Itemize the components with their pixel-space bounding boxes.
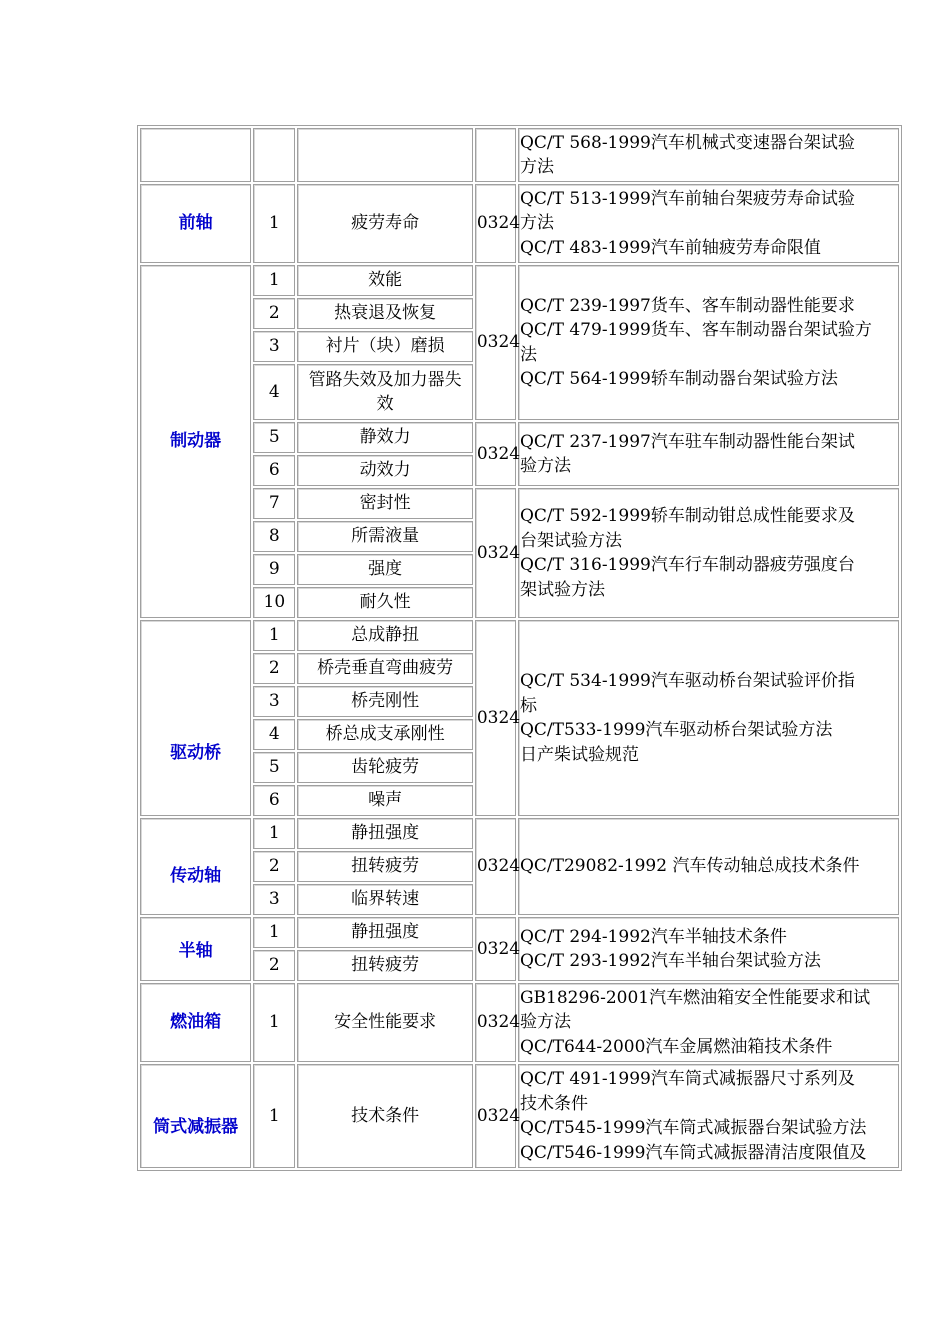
item-name: 动效力 bbox=[297, 455, 472, 486]
item-number: 4 bbox=[253, 364, 295, 420]
item-name: 安全性能要求 bbox=[297, 983, 472, 1062]
item-name: 热衰退及恢复 bbox=[297, 298, 472, 329]
standard-line: QC/T644-2000汽车金属燃油箱技术条件 bbox=[519, 1036, 833, 1057]
item-name: 强度 bbox=[297, 554, 472, 585]
code-cell: 0324 bbox=[475, 818, 516, 915]
test-standards-table bbox=[137, 125, 902, 1171]
standard-line: QC/T545-1999汽车筒式减振器台架试验方法 bbox=[519, 1118, 867, 1138]
category-drive-shaft: 传动轴 bbox=[140, 818, 251, 915]
item-number: 5 bbox=[253, 422, 295, 453]
code-cell: 0324 bbox=[475, 983, 516, 1062]
category-front-axle: 前轴 bbox=[140, 184, 251, 263]
standard-line: GB18296-2001汽车燃油箱安全性能要求和试 bbox=[519, 987, 871, 1008]
code-cell: 0324 bbox=[475, 265, 516, 420]
table-row bbox=[140, 818, 899, 849]
item-number: 1 bbox=[253, 1064, 295, 1168]
code-cell: 0324 bbox=[475, 184, 516, 263]
standard-line: QC/T 592-1999轿车制动钳总成性能要求及 bbox=[519, 506, 855, 526]
standard-line: 验方法 bbox=[519, 456, 571, 476]
item-number: 2 bbox=[253, 950, 295, 981]
standards-cell bbox=[518, 1064, 899, 1168]
item-name: 总成静扭 bbox=[297, 620, 472, 651]
table-row bbox=[140, 983, 899, 1062]
standard-line: QC/T 513-1999汽车前轴台架疲劳寿命试验 bbox=[519, 188, 855, 209]
item-number: 1 bbox=[253, 818, 295, 849]
item-name: 疲劳寿命 bbox=[297, 184, 472, 263]
category-brake: 制动器 bbox=[140, 265, 251, 618]
item-name: 密封性 bbox=[297, 488, 472, 519]
table-row bbox=[140, 620, 899, 651]
item-number: 3 bbox=[253, 884, 295, 915]
item-number: 1 bbox=[253, 184, 295, 263]
item-name: 所需液量 bbox=[297, 521, 472, 552]
category-fuel-tank: 燃油箱 bbox=[140, 983, 251, 1062]
item-name: 扭转疲劳 bbox=[297, 851, 472, 882]
item-name: 静扭强度 bbox=[297, 818, 472, 849]
category-shock-absorber: 筒式减振器 bbox=[140, 1064, 251, 1168]
standards-cell bbox=[518, 422, 899, 486]
standard-line: 方法 bbox=[519, 157, 554, 177]
code-cell bbox=[475, 128, 516, 182]
item-number: 8 bbox=[253, 521, 295, 552]
standards-cell bbox=[518, 265, 899, 420]
standard-line: 台架试验方法 bbox=[519, 530, 622, 551]
item-number: 5 bbox=[253, 752, 295, 783]
standards-cell bbox=[518, 818, 899, 915]
standard-line: QC/T546-1999汽车筒式减振器清洁度限值及 bbox=[519, 1142, 867, 1163]
standard-line: QC/T533-1999汽车驱动桥台架试验方法 bbox=[519, 720, 833, 740]
standard-line: QC/T 316-1999汽车行车制动器疲劳强度台 bbox=[519, 555, 855, 575]
item-number: 4 bbox=[253, 719, 295, 750]
item-number: 7 bbox=[253, 488, 295, 519]
item-number: 3 bbox=[253, 331, 295, 362]
item-number: 1 bbox=[253, 983, 295, 1062]
item-name: 效能 bbox=[297, 265, 472, 296]
table-row bbox=[140, 265, 899, 296]
item-number: 1 bbox=[253, 917, 295, 948]
number-cell bbox=[253, 128, 295, 182]
standards-table-wrapper bbox=[137, 125, 902, 1171]
item-name: 齿轮疲劳 bbox=[297, 752, 472, 783]
item-name: 桥总成支承刚性 bbox=[297, 719, 472, 750]
table-row bbox=[140, 917, 899, 948]
standard-line: 架试验方法 bbox=[519, 579, 605, 600]
item-number: 9 bbox=[253, 554, 295, 585]
standard-line: QC/T 483-1999汽车前轴疲劳寿命限值 bbox=[519, 237, 821, 258]
item-cell bbox=[297, 128, 472, 182]
item-name: 临界转速 bbox=[297, 884, 472, 915]
standard-line: QC/T 479-1999货车、客车制动器台架试验方 bbox=[519, 320, 872, 340]
standards-cell bbox=[518, 983, 899, 1062]
item-name: 衬片（块）磨损 bbox=[297, 331, 472, 362]
item-number: 2 bbox=[253, 298, 295, 329]
standard-line: 法 bbox=[519, 344, 537, 365]
item-name: 扭转疲劳 bbox=[297, 950, 472, 981]
standard-line: 验方法 bbox=[519, 1012, 571, 1033]
standards-cell bbox=[518, 917, 899, 981]
category-cell bbox=[140, 128, 251, 182]
standards-cell bbox=[518, 620, 899, 816]
item-number: 6 bbox=[253, 785, 295, 816]
category-half-shaft: 半轴 bbox=[140, 917, 251, 981]
standards-cell bbox=[518, 488, 899, 618]
table-row bbox=[140, 488, 899, 519]
standard-line: QC/T 294-1992汽车半轴技术条件 bbox=[519, 926, 787, 947]
standard-line: 标 bbox=[519, 695, 537, 716]
standard-line: 技术条件 bbox=[519, 1093, 588, 1114]
code-cell: 0324 bbox=[475, 422, 516, 486]
item-name-line: 管路失效及加力器失 bbox=[308, 369, 462, 390]
item-number: 2 bbox=[253, 851, 295, 882]
item-name bbox=[297, 364, 472, 420]
item-number: 1 bbox=[253, 265, 295, 296]
item-name: 耐久性 bbox=[297, 587, 472, 618]
standards-cell bbox=[518, 184, 899, 263]
standard-line: QC/T 564-1999轿车制动器台架试验方法 bbox=[519, 369, 838, 389]
standard-line: QC/T 239-1997货车、客车制动器性能要求 bbox=[519, 295, 855, 316]
item-name: 桥壳刚性 bbox=[297, 686, 472, 717]
standard-line: QC/T 237-1997汽车驻车制动器性能台架试 bbox=[519, 431, 855, 452]
code-cell: 0324 bbox=[475, 620, 516, 816]
item-number: 2 bbox=[253, 653, 295, 684]
table-row bbox=[140, 1064, 899, 1168]
standard-line: QC/T 534-1999汽车驱动桥台架试验评价指 bbox=[519, 671, 855, 691]
item-name: 技术条件 bbox=[297, 1064, 472, 1168]
item-name: 静扭强度 bbox=[297, 917, 472, 948]
item-name: 噪声 bbox=[297, 785, 472, 816]
standard-line: QC/T29082-1992 汽车传动轴总成技术条件 bbox=[519, 856, 860, 877]
code-cell: 0324 bbox=[475, 1064, 516, 1168]
item-number: 6 bbox=[253, 455, 295, 486]
standard-line: 日产柴试验规范 bbox=[519, 744, 639, 765]
table-row bbox=[140, 128, 899, 182]
item-name: 桥壳垂直弯曲疲劳 bbox=[297, 653, 472, 684]
table-row bbox=[140, 422, 899, 453]
standard-line: 方法 bbox=[519, 213, 554, 234]
item-name: 静效力 bbox=[297, 422, 472, 453]
table-row bbox=[140, 184, 899, 263]
standard-line: QC/T 491-1999汽车筒式减振器尺寸系列及 bbox=[519, 1069, 855, 1089]
item-number: 10 bbox=[253, 587, 295, 618]
standards-cell bbox=[518, 128, 899, 182]
standard-line: QC/T 293-1992汽车半轴台架试验方法 bbox=[519, 951, 821, 971]
item-name-line: 效 bbox=[376, 394, 394, 414]
code-cell: 0324 bbox=[475, 917, 516, 981]
code-cell: 0324 bbox=[475, 488, 516, 618]
item-number: 1 bbox=[253, 620, 295, 651]
category-drive-axle: 驱动桥 bbox=[140, 620, 251, 816]
item-number: 3 bbox=[253, 686, 295, 717]
standard-line: QC/T 568-1999汽车机械式变速器台架试验 bbox=[519, 132, 855, 153]
